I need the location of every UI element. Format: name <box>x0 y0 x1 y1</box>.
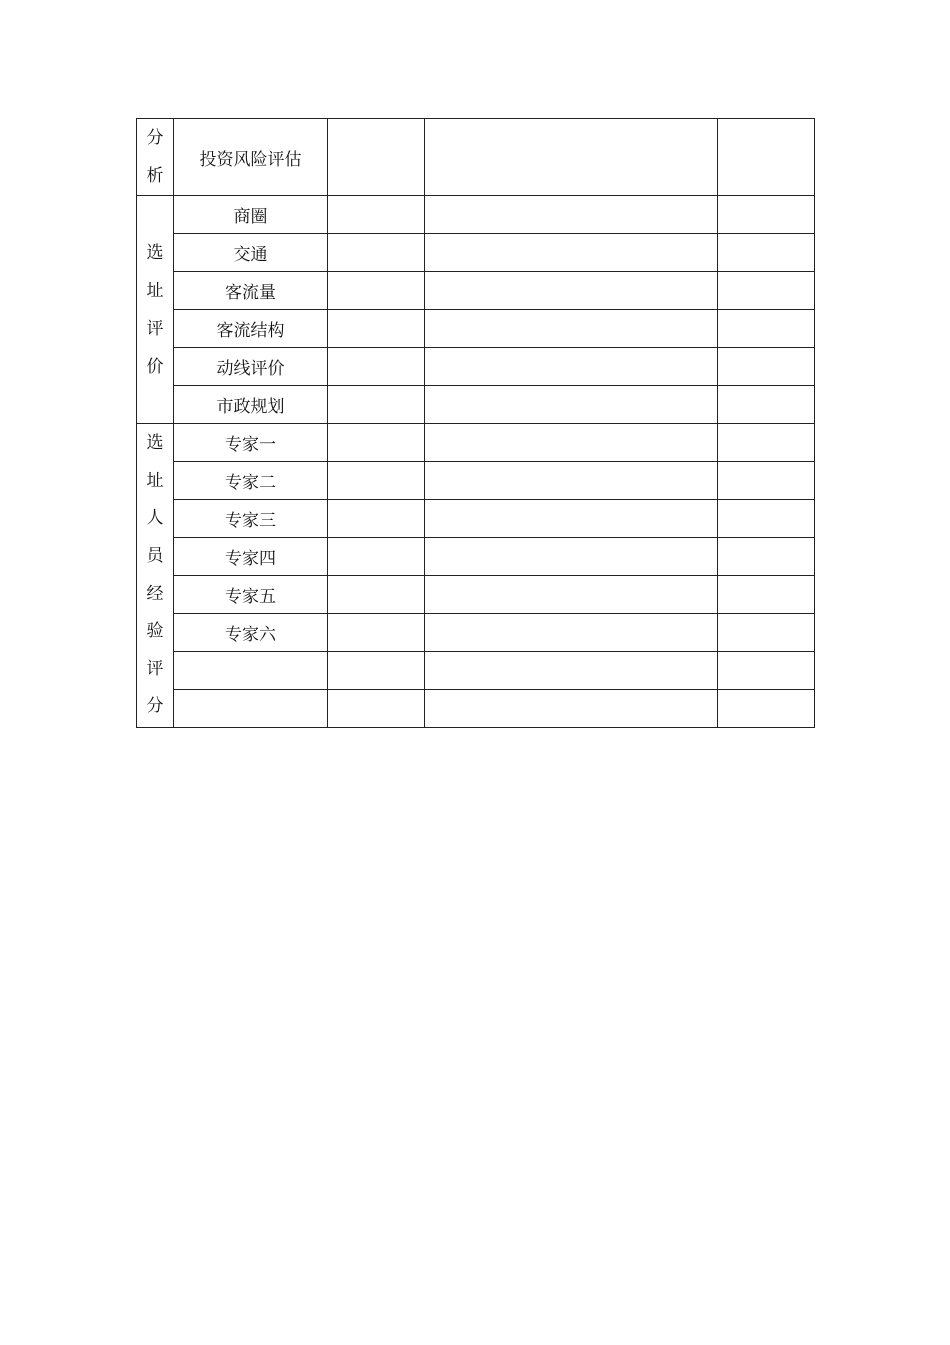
score-cell[interactable] <box>328 310 425 348</box>
score-cell[interactable] <box>328 652 425 690</box>
section-label-char: 分 <box>146 128 164 148</box>
section-label-char: 人 <box>146 508 164 529</box>
section-label-expert-scoring <box>137 424 174 728</box>
score-cell[interactable] <box>328 576 425 614</box>
remark-cell[interactable] <box>718 690 815 728</box>
remark-cell[interactable] <box>718 500 815 538</box>
section-label-char: 析 <box>146 166 164 186</box>
comment-cell[interactable] <box>425 538 718 576</box>
item-cell: 动线评价 <box>174 348 328 386</box>
comment-cell[interactable] <box>425 234 718 272</box>
table-row <box>137 196 815 234</box>
table-row <box>137 119 815 196</box>
item-cell: 商圈 <box>174 196 328 234</box>
section-label-analysis <box>137 119 174 196</box>
remark-cell[interactable] <box>718 310 815 348</box>
section-label-char: 址 <box>146 280 164 301</box>
comment-cell[interactable] <box>425 272 718 310</box>
item-cell[interactable] <box>174 652 328 690</box>
score-cell[interactable] <box>328 538 425 576</box>
table-row <box>137 348 815 386</box>
item-cell: 交通 <box>174 234 328 272</box>
comment-cell[interactable] <box>425 348 718 386</box>
item-cell: 客流量 <box>174 272 328 310</box>
comment-cell[interactable] <box>425 576 718 614</box>
comment-cell[interactable] <box>425 310 718 348</box>
remark-cell[interactable] <box>718 652 815 690</box>
table-row <box>137 538 815 576</box>
item-cell: 专家三 <box>174 500 328 538</box>
comment-cell[interactable] <box>425 500 718 538</box>
comment-cell[interactable] <box>425 196 718 234</box>
item-cell: 专家五 <box>174 576 328 614</box>
comment-cell[interactable] <box>425 614 718 652</box>
score-cell[interactable] <box>328 119 425 196</box>
section-label-char: 分 <box>146 696 164 717</box>
table-row <box>137 614 815 652</box>
table-row <box>137 690 815 728</box>
table-row <box>137 500 815 538</box>
score-cell[interactable] <box>328 690 425 728</box>
comment-cell[interactable] <box>425 386 718 424</box>
section-label-char: 址 <box>146 470 164 491</box>
site-evaluation-table <box>136 118 815 728</box>
section-label-char: 选 <box>146 242 164 263</box>
remark-cell[interactable] <box>718 348 815 386</box>
remark-cell[interactable] <box>718 196 815 234</box>
item-cell: 专家一 <box>174 424 328 462</box>
section-label-char: 选 <box>146 433 164 454</box>
item-cell: 投资风险评估 <box>174 119 328 196</box>
remark-cell[interactable] <box>718 424 815 462</box>
table-row <box>137 462 815 500</box>
score-cell[interactable] <box>328 386 425 424</box>
score-cell[interactable] <box>328 272 425 310</box>
item-cell: 专家六 <box>174 614 328 652</box>
table-row <box>137 310 815 348</box>
comment-cell[interactable] <box>425 462 718 500</box>
section-label-char: 评 <box>146 658 164 679</box>
item-cell[interactable] <box>174 690 328 728</box>
remark-cell[interactable] <box>718 538 815 576</box>
table-row <box>137 424 815 462</box>
score-cell[interactable] <box>328 424 425 462</box>
comment-cell[interactable] <box>425 690 718 728</box>
table-row <box>137 234 815 272</box>
section-label-site-evaluation <box>137 196 174 424</box>
remark-cell[interactable] <box>718 614 815 652</box>
score-cell[interactable] <box>328 348 425 386</box>
section-label-char: 验 <box>146 621 164 642</box>
remark-cell[interactable] <box>718 272 815 310</box>
section-label-char: 评 <box>146 318 164 339</box>
score-cell[interactable] <box>328 614 425 652</box>
comment-cell[interactable] <box>425 119 718 196</box>
remark-cell[interactable] <box>718 234 815 272</box>
score-cell[interactable] <box>328 234 425 272</box>
comment-cell[interactable] <box>425 652 718 690</box>
section-label-char: 经 <box>146 583 164 604</box>
item-cell: 专家二 <box>174 462 328 500</box>
table-row <box>137 652 815 690</box>
comment-cell[interactable] <box>425 424 718 462</box>
table-row <box>137 272 815 310</box>
remark-cell[interactable] <box>718 119 815 196</box>
item-cell: 客流结构 <box>174 310 328 348</box>
table-row <box>137 386 815 424</box>
section-label-char: 价 <box>146 356 164 377</box>
section-label-char: 员 <box>146 545 164 566</box>
item-cell: 市政规划 <box>174 386 328 424</box>
table-row <box>137 576 815 614</box>
remark-cell[interactable] <box>718 576 815 614</box>
item-cell: 专家四 <box>174 538 328 576</box>
score-cell[interactable] <box>328 462 425 500</box>
score-cell[interactable] <box>328 196 425 234</box>
remark-cell[interactable] <box>718 462 815 500</box>
remark-cell[interactable] <box>718 386 815 424</box>
score-cell[interactable] <box>328 500 425 538</box>
